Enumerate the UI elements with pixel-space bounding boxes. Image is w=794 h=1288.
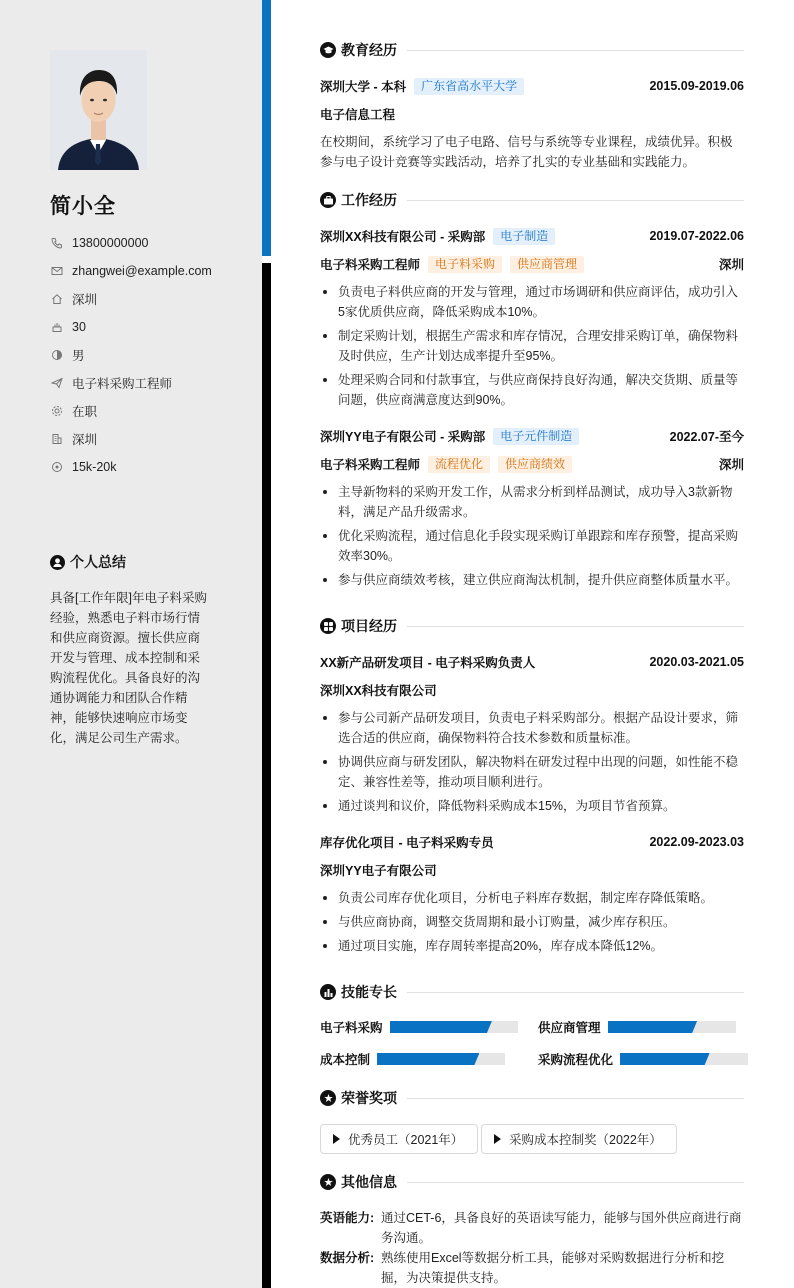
info-age: [50, 313, 212, 341]
other-item-1: [320, 1208, 744, 1248]
section-honors: [320, 1088, 744, 1108]
section-divider: [407, 200, 744, 201]
skill-3-name: 成本控制: [320, 1053, 371, 1067]
info-phone-text: 13800000000: [72, 236, 149, 250]
honor-item-1-text: 优秀员工（2021年）: [348, 1133, 464, 1147]
skill-1-name: 电子料采购: [320, 1021, 383, 1035]
other-item-1-key: 英语能力:: [320, 1211, 375, 1225]
info-gender-text: 男: [72, 349, 85, 363]
list-item: 参与供应商绩效考核，建立供应商淘汰机制，提升供应商整体质量水平。: [320, 570, 744, 590]
job-2-bullets: [320, 482, 744, 594]
info-status-text: 在职: [72, 405, 98, 419]
projects-title: 项目经历: [341, 618, 397, 634]
section-divider: [407, 1098, 744, 1099]
play-icon: [333, 1134, 340, 1144]
skill-2-name: 供应商管理: [538, 1021, 601, 1035]
skill-3: [320, 1051, 505, 1067]
job-1-company: 深圳XX科技有限公司 - 采购部: [320, 230, 486, 244]
bar-chart-icon: [320, 984, 336, 1000]
list-item: 通过项目实施，库存周转率提高20%，库存成本降低12%。: [320, 936, 744, 956]
honor-item-2: [481, 1124, 677, 1154]
skill-1: [320, 1019, 518, 1035]
skill-4-fill: [620, 1053, 710, 1065]
accent-bar-blue: [262, 0, 271, 256]
job-2-industry-tag: 电子元件制造: [493, 428, 579, 445]
info-email: [50, 257, 212, 285]
list-item: 与供应商协商，调整交货周期和最小订购量，减少库存积压。: [320, 912, 744, 932]
honor-item-1: [320, 1124, 478, 1154]
honors-title: 荣誉奖项: [341, 1090, 397, 1106]
project-2-header: [320, 832, 744, 852]
skill-3-fill: [377, 1053, 479, 1065]
project-2-bullets: [320, 888, 744, 960]
salary-icon: [50, 460, 64, 474]
job-1-city: 深圳: [718, 258, 744, 272]
accent-bar-black: [262, 263, 271, 1288]
info-position-text: 电子料采购工程师: [72, 377, 173, 391]
other-item-2-value: 熟练使用Excel等数据分析工具，能够对采购数据进行分析和挖掘，为决策提供支持。: [381, 1251, 725, 1285]
home-icon: [50, 292, 64, 306]
education-school: 深圳大学 - 本科: [320, 80, 407, 94]
info-status: [50, 397, 212, 425]
building-icon: [50, 432, 64, 446]
job-2-company: 深圳YY电子有限公司 - 采购部: [320, 430, 486, 444]
skill-3-bar: [377, 1053, 505, 1065]
project-1-bullets: [320, 708, 744, 820]
list-item: 优化采购流程，通过信息化手段实现采购订单跟踪和库存预警，提高采购效率30%。: [320, 526, 744, 566]
project-1-company: 深圳XX科技有限公司: [320, 684, 437, 698]
honor-item-2-text: 采购成本控制奖（2022年）: [509, 1133, 662, 1147]
graduation-cap-icon: [320, 42, 336, 58]
list-item: 负责公司库存优化项目，分析电子料库存数据，制定库存降低策略。: [320, 888, 744, 908]
info-work-city: [50, 425, 212, 453]
section-education: [320, 40, 744, 60]
section-other: [320, 1172, 744, 1192]
job-2-tag-2: 供应商绩效: [498, 456, 572, 473]
contact-info-list: [50, 229, 212, 481]
mail-icon: [50, 264, 64, 278]
project-1-name: XX新产品研发项目 - 电子料采购负责人: [320, 656, 536, 670]
list-item: 协调供应商与研发团队，解决物料在研发过程中出现的问题，如性能不稳定、兼容性差等，推动项目顺利进行。: [320, 752, 744, 792]
summary-text: 具备[工作年限]年电子料采购经验，熟悉电子料市场行情和供应商资源。擅长供应商开发与管理、成本控制和采购流程优化。具备良好的沟通协调能力和团队合作精神，能够快速响应市场变化，满足公司生产需求。: [50, 591, 207, 745]
education-major: 电子信息工程: [320, 108, 396, 122]
info-salary-text: 15k-20k: [72, 460, 117, 474]
job-1-role: 电子料采购工程师: [320, 258, 421, 272]
info-home-text: 深圳: [72, 293, 98, 307]
cake-icon: [50, 320, 64, 334]
play-icon: [494, 1134, 501, 1144]
other-title: 其他信息: [341, 1174, 397, 1190]
project-2-company-row: [320, 860, 744, 880]
section-skills: [320, 982, 744, 1002]
skill-4: [538, 1051, 748, 1067]
list-item: 通过谈判和议价，降低物料采购成本15%，为项目节省预算。: [320, 796, 744, 816]
info-home: [50, 285, 212, 313]
summary-title: 个人总结: [70, 554, 126, 570]
list-item: 处理采购合同和付款事宜，与供应商保持良好沟通，解决交货期、质量等问题，供应商满意度达到90%。: [320, 370, 744, 410]
education-major-row: [320, 104, 744, 124]
section-divider: [407, 626, 744, 627]
job-2-role-row: [320, 454, 744, 474]
job-2-period: 2022.07-至今: [669, 430, 744, 444]
phone-icon: [50, 236, 64, 250]
job-1-tag-1: 电子料采购: [428, 256, 502, 273]
info-age-text: 30: [72, 320, 86, 334]
job-1-period: 2019.07-2022.06: [649, 229, 744, 243]
list-item: 主导新物料的采购开发工作，从需求分析到样品测试，成功导入3款新物料，满足产品升级需求。: [320, 482, 744, 522]
job-2-role: 电子料采购工程师: [320, 458, 421, 472]
project-1-header: [320, 652, 744, 672]
info-position: [50, 369, 212, 397]
work-title: 工作经历: [341, 192, 397, 208]
info-phone: [50, 229, 212, 257]
job-2-header: [320, 426, 744, 446]
skill-2: [538, 1019, 736, 1035]
project-2-name: 库存优化项目 - 电子料采购专员: [320, 836, 494, 850]
education-description: 在校期间，系统学习了电子电路、信号与系统等专业课程，成绩优异。积极参与电子设计竞赛等实践活动，培养了扎实的专业基础和实践能力。: [320, 135, 733, 169]
job-1-tag-2: 供应商管理: [510, 256, 584, 273]
list-item: 负责电子料供应商的开发与管理，通过市场调研和供应商评估，成功引入5家优质供应商，降低采购成本10%。: [320, 282, 744, 322]
info-email-text: zhangwei@example.com: [72, 264, 212, 278]
info-gender: [50, 341, 212, 369]
section-divider: [407, 1182, 744, 1183]
skill-4-name: 采购流程优化: [538, 1053, 614, 1067]
list-item: 参与公司新产品研发项目，负责电子料采购部分。根据产品设计要求，筛选合适的供应商，确保物料符合技术参数和质量标准。: [320, 708, 744, 748]
briefcase-icon: [320, 192, 336, 208]
education-school-tag: 广东省高水平大学: [414, 78, 524, 95]
project-2-period: 2022.09-2023.03: [649, 835, 744, 849]
skill-2-bar: [608, 1021, 736, 1033]
job-1-bullets: [320, 282, 744, 414]
list-item: 制定采购计划，根据生产需求和库存情况，合理安排采购订单，确保物料及时供应，生产计划达成率提升至95%。: [320, 326, 744, 366]
section-divider: [407, 992, 744, 993]
gender-icon: [50, 348, 64, 362]
skill-4-bar: [620, 1053, 748, 1065]
profile-photo: [50, 50, 147, 170]
info-star-icon: [320, 1174, 336, 1190]
project-2-company: 深圳YY电子有限公司: [320, 864, 437, 878]
section-divider: [407, 50, 744, 51]
project-1-period: 2020.03-2021.05: [649, 655, 744, 669]
skill-1-bar: [390, 1021, 518, 1033]
grid-icon: [320, 618, 336, 634]
summary-heading: [50, 552, 126, 572]
job-2-tag-1: 流程优化: [428, 456, 490, 473]
other-item-1-value: 通过CET-6，具备良好的英语读写能力，能够与国外供应商进行商务沟通。: [381, 1211, 742, 1245]
job-1-role-row: [320, 254, 744, 274]
other-item-2-key: 数据分析:: [320, 1251, 375, 1265]
status-icon: [50, 404, 64, 418]
education-period: 2015.09-2019.06: [649, 79, 744, 93]
award-icon: [320, 1090, 336, 1106]
other-item-2: [320, 1248, 744, 1288]
education-header-row: [320, 76, 744, 96]
section-work: [320, 190, 744, 210]
job-1-industry-tag: 电子制造: [493, 228, 555, 245]
education-title: 教育经历: [341, 42, 397, 58]
skill-2-fill: [608, 1021, 698, 1033]
info-salary: [50, 453, 212, 481]
section-projects: [320, 616, 744, 636]
skill-1-fill: [390, 1021, 492, 1033]
job-1-header: [320, 226, 744, 246]
skills-title: 技能专长: [341, 984, 397, 1000]
job-2-city: 深圳: [718, 458, 744, 472]
send-icon: [50, 376, 64, 390]
candidate-name: 简小全: [50, 195, 116, 218]
info-work-city-text: 深圳: [72, 433, 98, 447]
user-icon: [50, 555, 65, 570]
project-1-company-row: [320, 680, 744, 700]
